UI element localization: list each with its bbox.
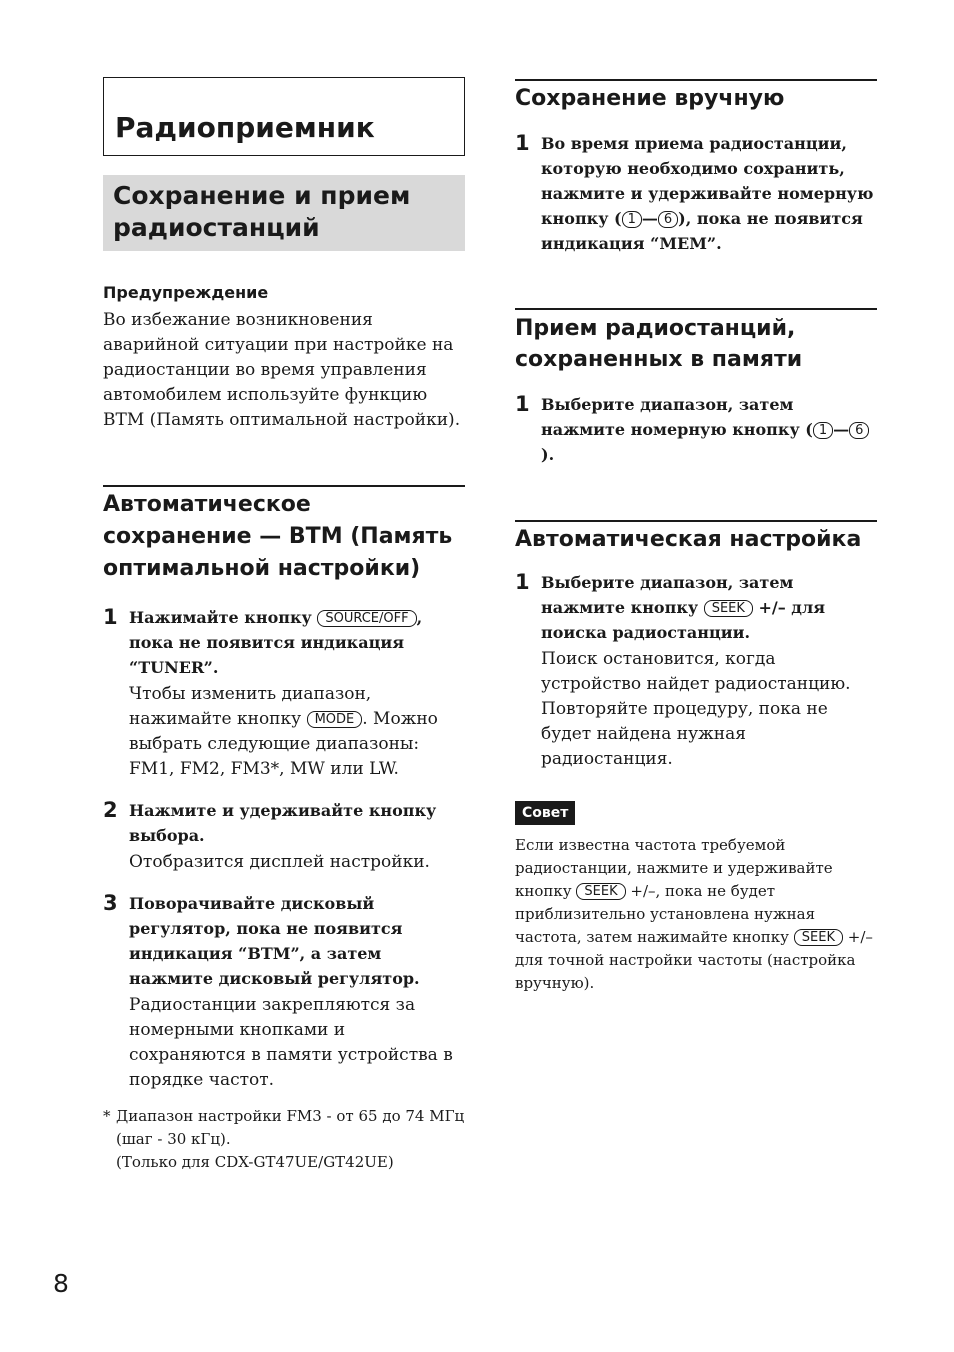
step-instruction: Выберите диапазон, затем нажмите номерную кнопку ( 1 — 6). bbox=[541, 392, 877, 467]
auto-tuning-heading: Автоматическая настройка bbox=[515, 520, 877, 556]
page-number: 8 bbox=[53, 1269, 69, 1298]
footnote-mark: * bbox=[103, 1107, 111, 1125]
mode-key: MODE bbox=[307, 711, 363, 728]
step-number: 1 bbox=[515, 570, 530, 594]
seek-key: SEEK bbox=[704, 600, 753, 617]
footnote-line-1: Диапазон настройки FM3 - от 65 до 74 МГц (шаг - 30 кГц). bbox=[116, 1107, 465, 1148]
step-instruction: Выберите диапазон, затем нажмите кнопку SEEK +/– для поиска радиостанции. bbox=[541, 573, 826, 642]
step-instruction: Нажимайте кнопку SOURCE/OFF , пока не появится индикация “TUNER”. bbox=[129, 608, 423, 677]
btm-step-3 bbox=[103, 891, 465, 1093]
step-number: 1 bbox=[103, 605, 118, 629]
step-detail: Поиск остановится, когда устройство найдет радиостанцию. Повторяйте процедуру, пока не будет найдена нужная радиостанция. bbox=[541, 649, 851, 769]
step-number: 3 bbox=[103, 891, 118, 915]
preset-key-1: 1 bbox=[622, 211, 642, 228]
step-detail: Радиостанции закрепляются за номерными кнопками и сохраняются в памяти устройства в порядке частот. bbox=[129, 995, 453, 1090]
preset-key-1: 1 bbox=[813, 422, 833, 439]
auto-tuning-step-1 bbox=[515, 570, 877, 772]
step-number: 2 bbox=[103, 798, 118, 822]
tip-badge: Совет bbox=[515, 801, 575, 825]
page-title: Радиоприемник bbox=[103, 77, 465, 156]
footnote bbox=[103, 1105, 465, 1174]
tip-text: Если известна частота требуемой радиостанции, нажмите и удерживайте кнопку SEEK +/–, пока не будет приблизительно установлена нужная частота, затем нажимайте кнопку SEEK +/– для точной настройки частоты (настройка вручную). bbox=[515, 836, 873, 992]
stored-reception-step-1 bbox=[515, 392, 877, 467]
seek-key: SEEK bbox=[576, 883, 625, 900]
manual-save-heading: Сохранение вручную bbox=[515, 79, 877, 115]
step-number: 1 bbox=[515, 131, 530, 155]
step-detail: Чтобы изменить диапазон, нажимайте кнопку MODE . Можно выбрать следующие диапазоны: FM1, FM2, FM3*, MW или LW. bbox=[129, 684, 438, 779]
seek-key: SEEK bbox=[794, 929, 843, 946]
right-column bbox=[515, 79, 877, 995]
preset-key-6: 6 bbox=[849, 422, 869, 439]
btm-heading: Автоматическое сохранение — BTM (Память оптимальной настройки) bbox=[103, 485, 465, 585]
stored-reception-heading: Прием радиостанций, сохраненных в памяти bbox=[515, 308, 877, 375]
left-column bbox=[103, 77, 465, 1174]
manual-save-step-1 bbox=[515, 131, 877, 256]
step-instruction: Во время приема радиостанции, которую необходимо сохранить, нажмите и удерживайте номерную кнопку ( 1 — 6 ), пока не появится индикация “MEM”. bbox=[541, 134, 874, 253]
warning-text: Во избежание возникновения аварийной ситуации при настройке на радиостанции во время управления автомобилем используйте функцию BTM (Память оптимальной настройки). bbox=[103, 310, 461, 430]
step-instruction: Нажмите и удерживайте кнопку выбора. bbox=[129, 801, 437, 845]
btm-step-1 bbox=[103, 605, 465, 782]
step-instruction: Поворачивайте дисковый регулятор, пока не появится индикация “BTM”, а затем нажмите дисковый регулятор. bbox=[129, 894, 420, 988]
footnote-line-2: (Только для CDX-GT47UE/GT42UE) bbox=[116, 1153, 394, 1171]
step-number: 1 bbox=[515, 392, 530, 416]
tip-block bbox=[515, 801, 877, 995]
btm-step-2 bbox=[103, 798, 465, 875]
source-off-key: SOURCE/OFF bbox=[317, 610, 416, 627]
warning-title: Предупреждение bbox=[103, 283, 269, 302]
step-detail: Отобразится дисплей настройки. bbox=[129, 852, 430, 872]
preset-key-6: 6 bbox=[658, 211, 678, 228]
section-title-banner: Сохранение и прием радиостанций bbox=[103, 175, 465, 251]
